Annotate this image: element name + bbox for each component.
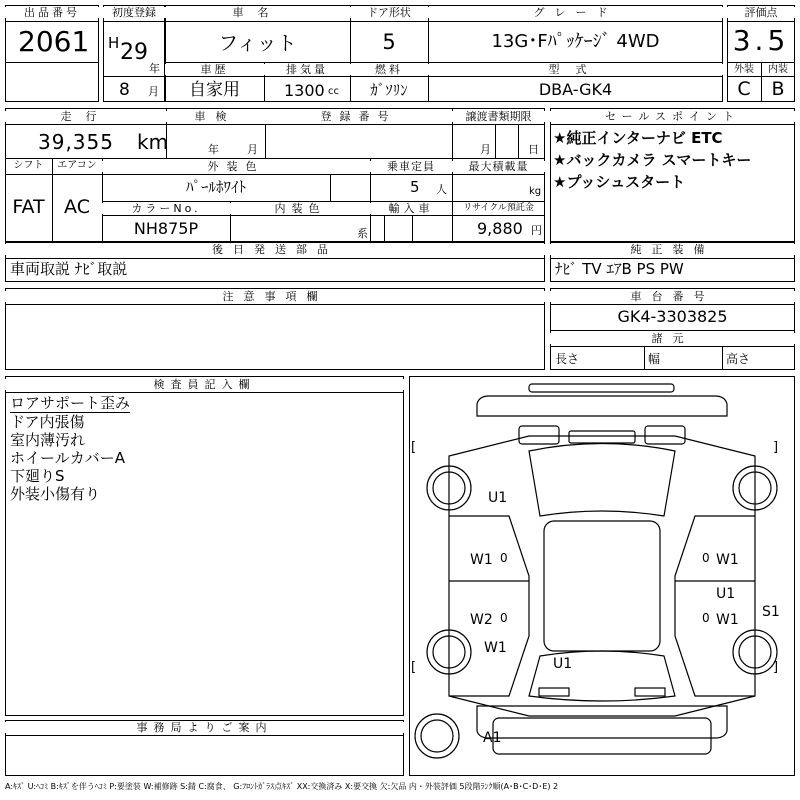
door-value: 5 [382, 30, 396, 54]
model-value: DBA-GK4 [538, 80, 613, 99]
car-name-value: フィット [218, 31, 297, 55]
body-outline [449, 436, 755, 716]
left-side-panel [449, 516, 529, 696]
spec-row2-line [102, 174, 545, 175]
spec-row4-line [102, 215, 545, 216]
aircon-header: エアコン [57, 160, 97, 171]
fuel-header: 燃料 [350, 64, 428, 75]
spare-tire-inner [421, 720, 453, 752]
left-headlight [519, 426, 559, 444]
displacement-value: 1300 [284, 81, 325, 100]
transfer-header: 譲渡書類期限 [452, 111, 545, 122]
vline-518 [518, 124, 519, 158]
lot-no-header: 出品番号 [5, 7, 99, 18]
color-no-header: カラーNo. [102, 203, 230, 214]
vline-384 [384, 215, 385, 242]
recycle-value: 9,880 [477, 219, 523, 238]
name-grade-row2-line [165, 76, 723, 77]
inspector-note-6: 外装小傷有り [10, 485, 101, 503]
mark-w1-left-f: W1 [470, 552, 493, 568]
front-bumper-top [529, 384, 674, 392]
later-parts-divider [5, 258, 545, 259]
mark-zero-left-r: 0 [500, 611, 508, 625]
insp-month-unit: 月 [247, 143, 258, 156]
mark-zero-right-r: 0 [702, 611, 710, 625]
length-label: 長さ [555, 352, 580, 366]
mark-w2-left: W2 [470, 612, 493, 628]
name-grade-header-line [165, 21, 723, 22]
mark-a1: A1 [483, 730, 502, 746]
load-unit: kg [529, 186, 542, 197]
selling-point-2: ★バックカメラ スマートキー [553, 151, 752, 169]
selling-point-3: ★プッシュスタート [553, 173, 686, 191]
exterior-header: 外装 [734, 64, 754, 75]
mileage-value: 39,355 [38, 130, 114, 154]
spec-header-line [5, 124, 545, 125]
mark-bracket-l2: [ [411, 660, 417, 675]
spec-shift-line [5, 174, 102, 175]
exterior-grade: C [737, 78, 751, 100]
selling-points-divider [550, 124, 795, 125]
later-parts-header: 後日発送部品 [5, 244, 545, 255]
mileage-header: 走行 [5, 111, 166, 122]
rear-window [529, 651, 675, 701]
lot-no-lower-divider [5, 62, 99, 63]
ext-color-header: 外装色 [102, 161, 370, 172]
standard-equip-value: ﾅﾋﾞ TV ｴｱB PS PW [555, 260, 684, 278]
car-diagram [409, 376, 795, 776]
left-taillight [539, 688, 569, 696]
dims-vline-1 [644, 346, 645, 370]
name-grade-mid-line [165, 62, 723, 63]
right-headlight [645, 426, 685, 444]
ext-color-value: ﾊﾟｰﾙﾎﾜｲﾄ [185, 178, 246, 196]
notes-header: 注意事項欄 [5, 291, 545, 302]
history-header: 車歴 [165, 64, 264, 75]
interior-header: 内装 [768, 64, 788, 75]
capacity-value: 5 [410, 178, 420, 196]
vline-412 [412, 215, 413, 242]
vline-495 [495, 124, 496, 158]
score-header: 評価点 [727, 7, 795, 18]
transfer-month-unit: 月 [480, 143, 491, 156]
inspector-note-4: ホイールカバーA [10, 449, 125, 467]
dims-header: 諸元 [550, 333, 795, 344]
first-reg-header: 初度登録 [103, 7, 165, 18]
mark-w1-left-r: W1 [484, 640, 507, 656]
year-unit: 年 [149, 62, 160, 75]
later-parts-value: 車両取説 ﾅﾋﾞ取説 [10, 260, 128, 278]
rear-hatch [493, 718, 711, 754]
transfer-day-unit: 日 [528, 143, 539, 156]
dims-divider [550, 346, 795, 347]
windshield [529, 444, 675, 517]
grade-value: 13G･Fﾊﾟｯｹｰｼﾞ 4WD [491, 31, 660, 52]
office-divider [5, 735, 404, 736]
chassis-header: 車台番号 [550, 291, 795, 302]
mark-w1-right-f: W1 [716, 552, 739, 568]
chassis-divider-2 [550, 330, 795, 331]
mark-bracket-r2: ] [773, 660, 779, 675]
mark-u1-right: U1 [716, 586, 736, 602]
chassis-divider [550, 304, 795, 305]
legend-footer: A:ｷｽﾞ U:ﾍｺﾐ B:ｷｽﾞを伴うﾍｺﾐ P:要塗装 W:補修跡 S:錆 C:腐食、 G:ﾌﾛﾝﾄｶﾞﾗｽ点ｷｽﾞ XX:交換済み X:要交換 欠:欠品 内・外装評価 5段階ﾗﾝｸ順(A･B･C･D･E) 2 [5, 782, 559, 791]
first-reg-lower-divider [103, 76, 165, 77]
km-unit: km [137, 130, 169, 154]
office-header: 事務局よりご案内 [5, 722, 404, 733]
year-value: 29 [120, 40, 148, 65]
spec-row-line [5, 158, 545, 159]
dims-vline-2 [722, 346, 723, 370]
chassis-value: GK4-3303825 [617, 307, 728, 326]
selling-points-header: セールスポイント [550, 111, 795, 122]
mark-s1-right: S1 [762, 604, 780, 620]
door-header: ドア形状 [350, 7, 428, 18]
max-load-header: 最大積載量 [452, 161, 545, 172]
standard-equip-divider [550, 258, 795, 259]
grade-header: グレード [428, 7, 723, 18]
lot-no-divider [5, 21, 99, 22]
shift-value: FAT [12, 196, 45, 218]
mark-u1-front: U1 [488, 490, 508, 506]
car-name-header: 車名 [165, 7, 350, 18]
capacity-header: 乗車定員 [370, 161, 452, 172]
mark-u1-rear: U1 [553, 656, 573, 672]
inspector-note-1: ロアサポート歪み [10, 394, 131, 412]
reg-no-header: 登録番号 [265, 111, 452, 122]
spec-block [5, 108, 545, 242]
inspector-divider [5, 392, 404, 393]
era-value: H [108, 34, 120, 52]
width-label: 幅 [648, 352, 661, 366]
cc-unit: cc [328, 86, 339, 97]
capacity-unit: 人 [436, 183, 447, 196]
recycle-unit: 円 [531, 224, 542, 237]
fuel-value: ｶﾞｿﾘﾝ [370, 81, 408, 99]
recycle-header: リサイクル預託金 [463, 203, 534, 213]
vline-452 [452, 108, 453, 242]
right-side-panel [675, 516, 755, 696]
score-divider [727, 21, 795, 22]
lot-no-value: 2061 [18, 25, 90, 58]
mark-bracket-l1: [ [411, 440, 417, 455]
first-reg-divider [103, 21, 165, 22]
int-color-header: 内装色 [230, 203, 370, 214]
history-value: 自家用 [189, 80, 240, 100]
aircon-value: AC [64, 196, 90, 218]
vline-265 [265, 124, 266, 158]
inspector-header: 検査員記入欄 [5, 379, 404, 390]
mark-w1-right-r: W1 [716, 612, 739, 628]
front-hood-edge [477, 396, 727, 416]
inspection-header: 車検 [166, 111, 265, 122]
score-value: 3.5 [732, 24, 790, 57]
right-taillight [635, 688, 665, 696]
shift-header: シフト [13, 160, 44, 171]
grille [569, 431, 635, 443]
import-header: 輸入車 [370, 203, 452, 214]
vline-330 [330, 174, 331, 201]
inspector-note-3: 室内薄汚れ [10, 431, 86, 449]
displacement-header: 排気量 [264, 64, 350, 75]
rear-bumper [477, 706, 727, 738]
mark-bracket-r1: ] [773, 440, 779, 455]
inspector-note-2: ドア内張傷 [10, 413, 85, 431]
standard-equip-header: 純正装備 [550, 244, 795, 255]
selling-point-1: ★純正インターナビ ETC [553, 129, 723, 147]
inspector-note-5: 下廻りS [10, 467, 65, 485]
interior-grade: B [771, 78, 785, 100]
roof [544, 521, 660, 651]
mark-zero-right-f: 0 [702, 551, 710, 565]
insp-year-unit: 年 [208, 143, 219, 156]
height-label: 高さ [726, 352, 751, 366]
notes-divider [5, 304, 545, 305]
color-no-value: NH875P [133, 219, 199, 238]
month-value: 8 [119, 80, 130, 100]
month-unit: 月 [148, 85, 159, 98]
model-header: 型式 [428, 64, 723, 75]
int-color-unit: 系 [357, 227, 368, 240]
mark-zero-left-f: 0 [500, 551, 508, 565]
